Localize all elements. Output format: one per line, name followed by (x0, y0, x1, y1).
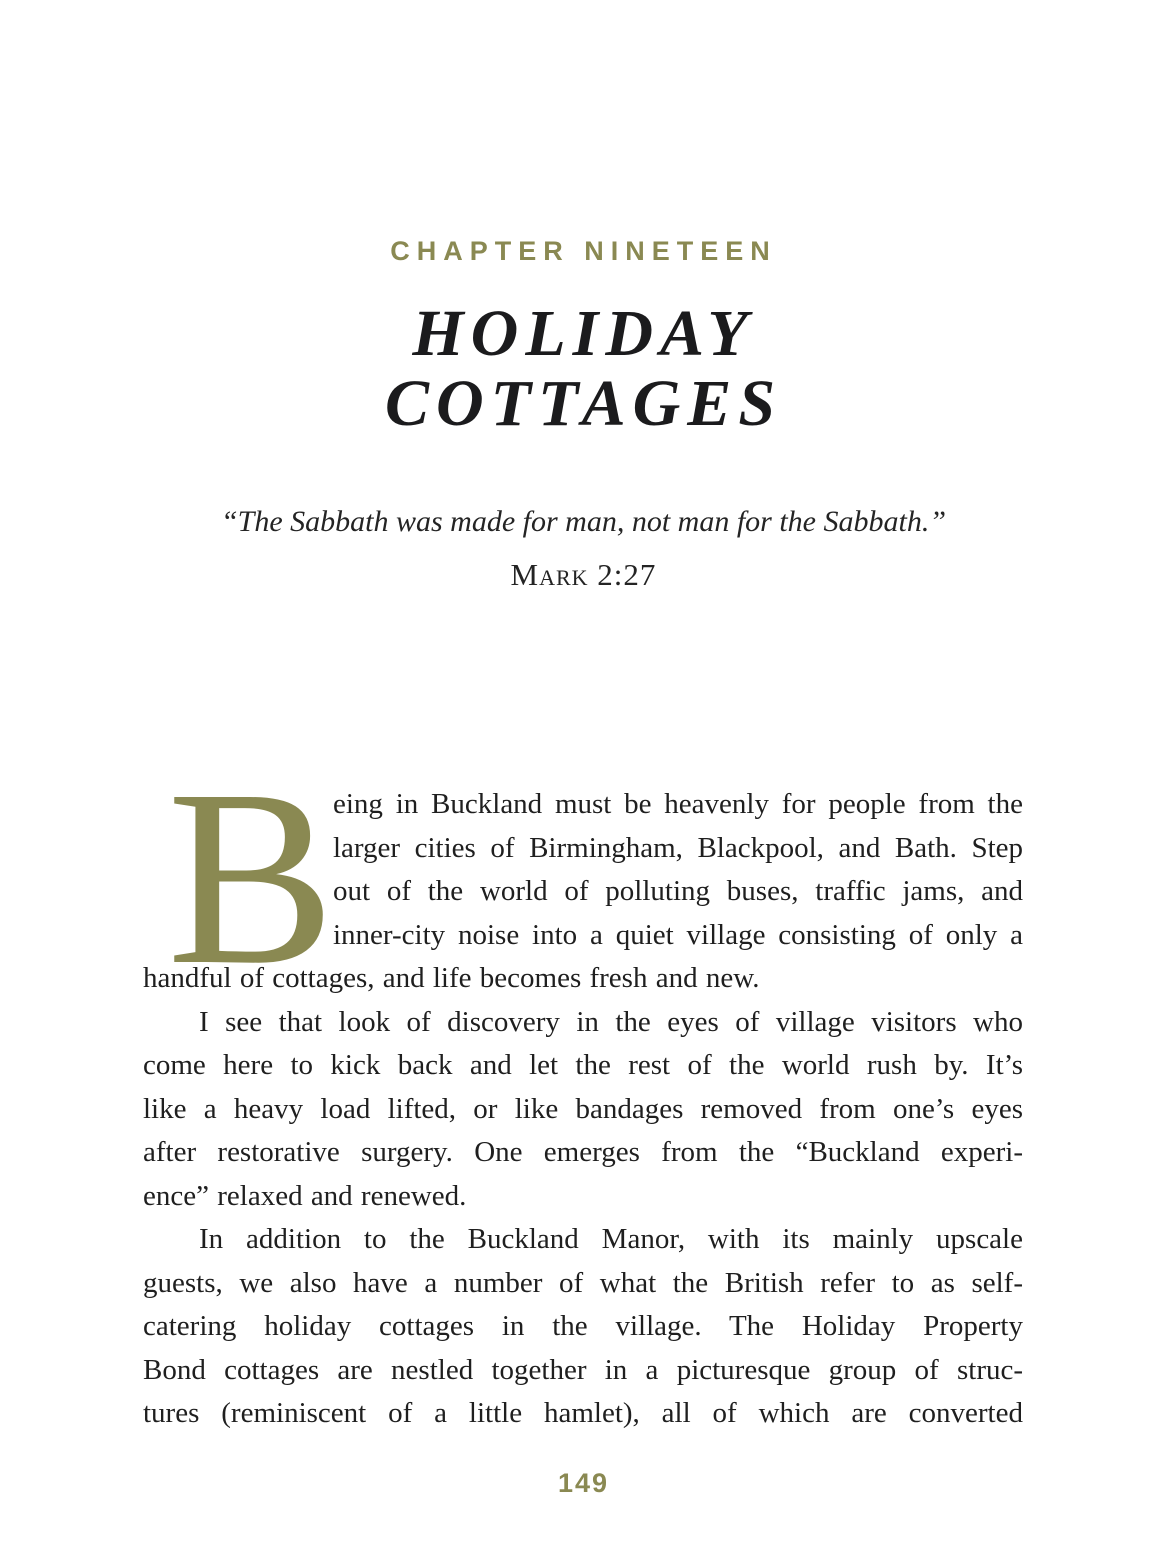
text-line: catering holiday cottages in the village. The Holiday Property (143, 1310, 1023, 1342)
drop-cap (167, 737, 336, 1017)
text-line: tures (reminiscent of a little hamlet), all of which are converted (143, 1397, 1023, 1429)
epigraph (0, 505, 1167, 593)
drop-cap-letter: B (167, 737, 336, 1017)
page-number: 149 (557, 1468, 610, 1498)
epigraph-reference: Mark 2:27 (510, 557, 657, 592)
chapter-title (0, 299, 1167, 439)
chapter-label: CHAPTER NINETEEN (390, 236, 777, 266)
text-line: larger cities of Birmingham, Blackpool, and Bath. Step (333, 831, 1023, 864)
text-line: out of the world of polluting buses, traffic jams, and (333, 875, 1023, 907)
text-line: ence” relaxed and renewed. (143, 1179, 467, 1212)
text-line: handful of cottages, and life becomes fresh and new. (143, 962, 760, 994)
paragraph (143, 1218, 1023, 1436)
text-line: eing in Buckland must be heavenly for people from the (333, 788, 1023, 820)
paragraph (143, 1001, 1023, 1219)
text-line: inner-city noise into a quiet village consisting of only a (333, 918, 1023, 951)
paragraph (143, 737, 1023, 1017)
chapter-header (0, 0, 1167, 439)
page-footer (0, 1468, 1167, 1499)
text-line: guests, we also have a number of what the British refer to as self- (143, 1266, 1023, 1299)
epigraph-quote: “The Sabbath was made for man, not man for the Sabbath.” (220, 505, 947, 538)
text-line: come here to kick back and let the rest of the world rush by. It’s (143, 1049, 1023, 1081)
text-line: like a heavy load lifted, or like bandages removed from one’s eyes (143, 1092, 1023, 1125)
text-line: I see that look of discovery in the eyes of village visitors who (199, 1005, 1023, 1038)
text-line: after restorative surgery. One emerges from the “Buckland experi- (143, 1136, 1023, 1168)
text-line: Bond cottages are nestled together in a picturesque group of struc- (143, 1353, 1023, 1386)
chapter-title-line1: HOLIDAY (412, 297, 755, 370)
body-paragraphs (143, 737, 1023, 1436)
chapter-title-line2: COTTAGES (384, 367, 783, 440)
text-line: In addition to the Buckland Manor, with its mainly upscale (199, 1223, 1023, 1255)
